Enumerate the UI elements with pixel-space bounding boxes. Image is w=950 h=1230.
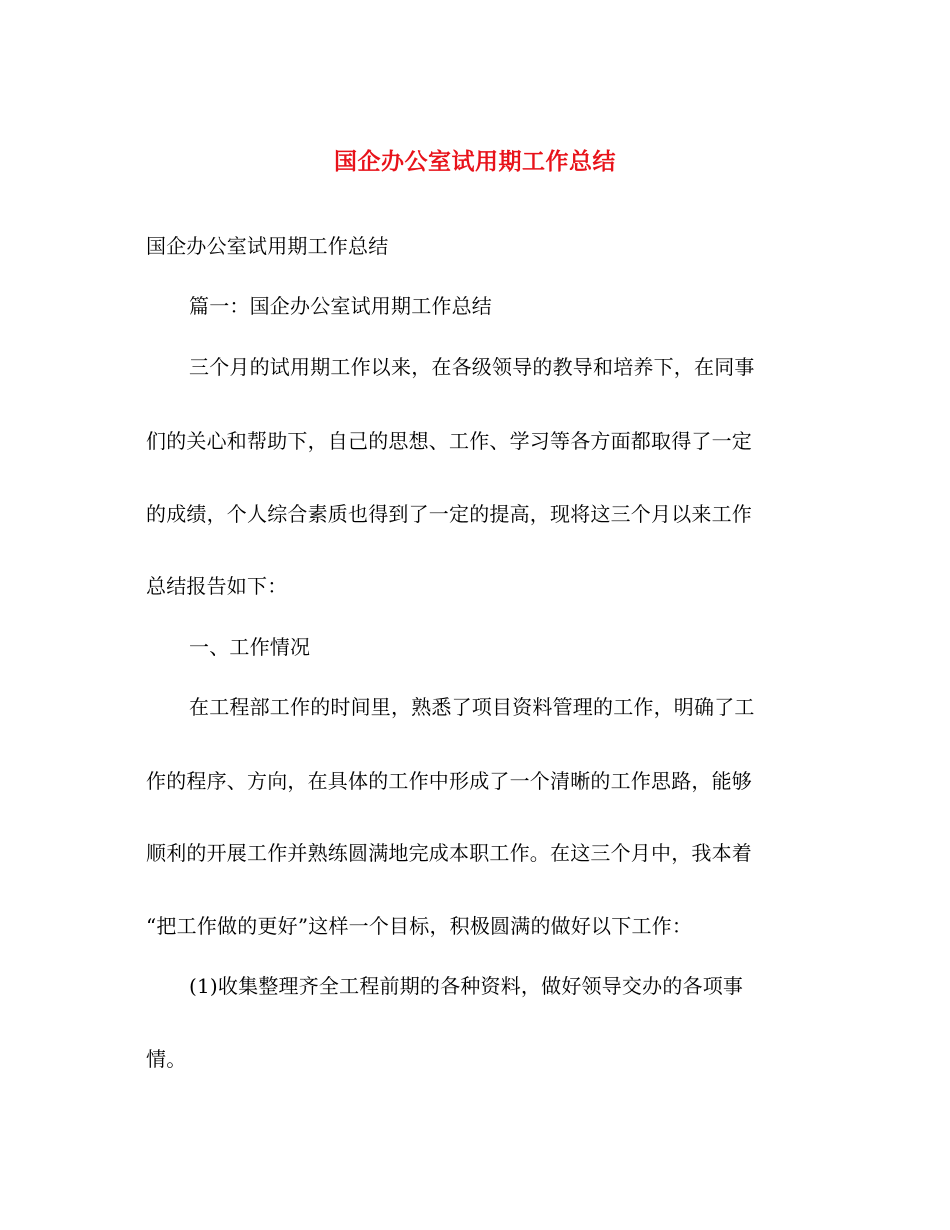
paragraph-line: 总结报告如下： <box>146 574 288 598</box>
paragraph-line: 作的程序、方向，在具体的工作中形成了一个清晰的工作思路，能够 <box>146 769 752 793</box>
section-heading-line: 一、工作情况 <box>189 635 311 659</box>
paragraph-line: 在工程部工作的时间里，熟悉了项目资料管理的工作，明确了工 <box>189 695 755 719</box>
document-heading-line: 国企办公室试用期工作总结 <box>146 234 389 258</box>
paragraph-line: “把工作做的更好”这样一个目标，积极圆满的做好以下工作： <box>146 914 693 938</box>
document-title: 国企办公室试用期工作总结 <box>334 148 616 175</box>
paragraph-line: 三个月的试用期工作以来，在各级领导的教导和培养下，在同事 <box>189 355 755 379</box>
list-item-line: 情。 <box>146 1047 187 1071</box>
paragraph-line: 顺利的开展工作并熟练圆满地完成本职工作。在这三个月中，我本着 <box>146 841 752 865</box>
section-title-line: 篇一：国企办公室试用期工作总结 <box>189 294 492 318</box>
paragraph-line: 的成绩，个人综合素质也得到了一定的提高，现将这三个月以来工作 <box>146 502 752 526</box>
list-item-line: (1)收集整理齐全工程前期的各种资料，做好领导交办的各项事 <box>189 974 744 998</box>
paragraph-line: 们的关心和帮助下，自己的思想、工作、学习等各方面都取得了一定 <box>146 429 752 453</box>
